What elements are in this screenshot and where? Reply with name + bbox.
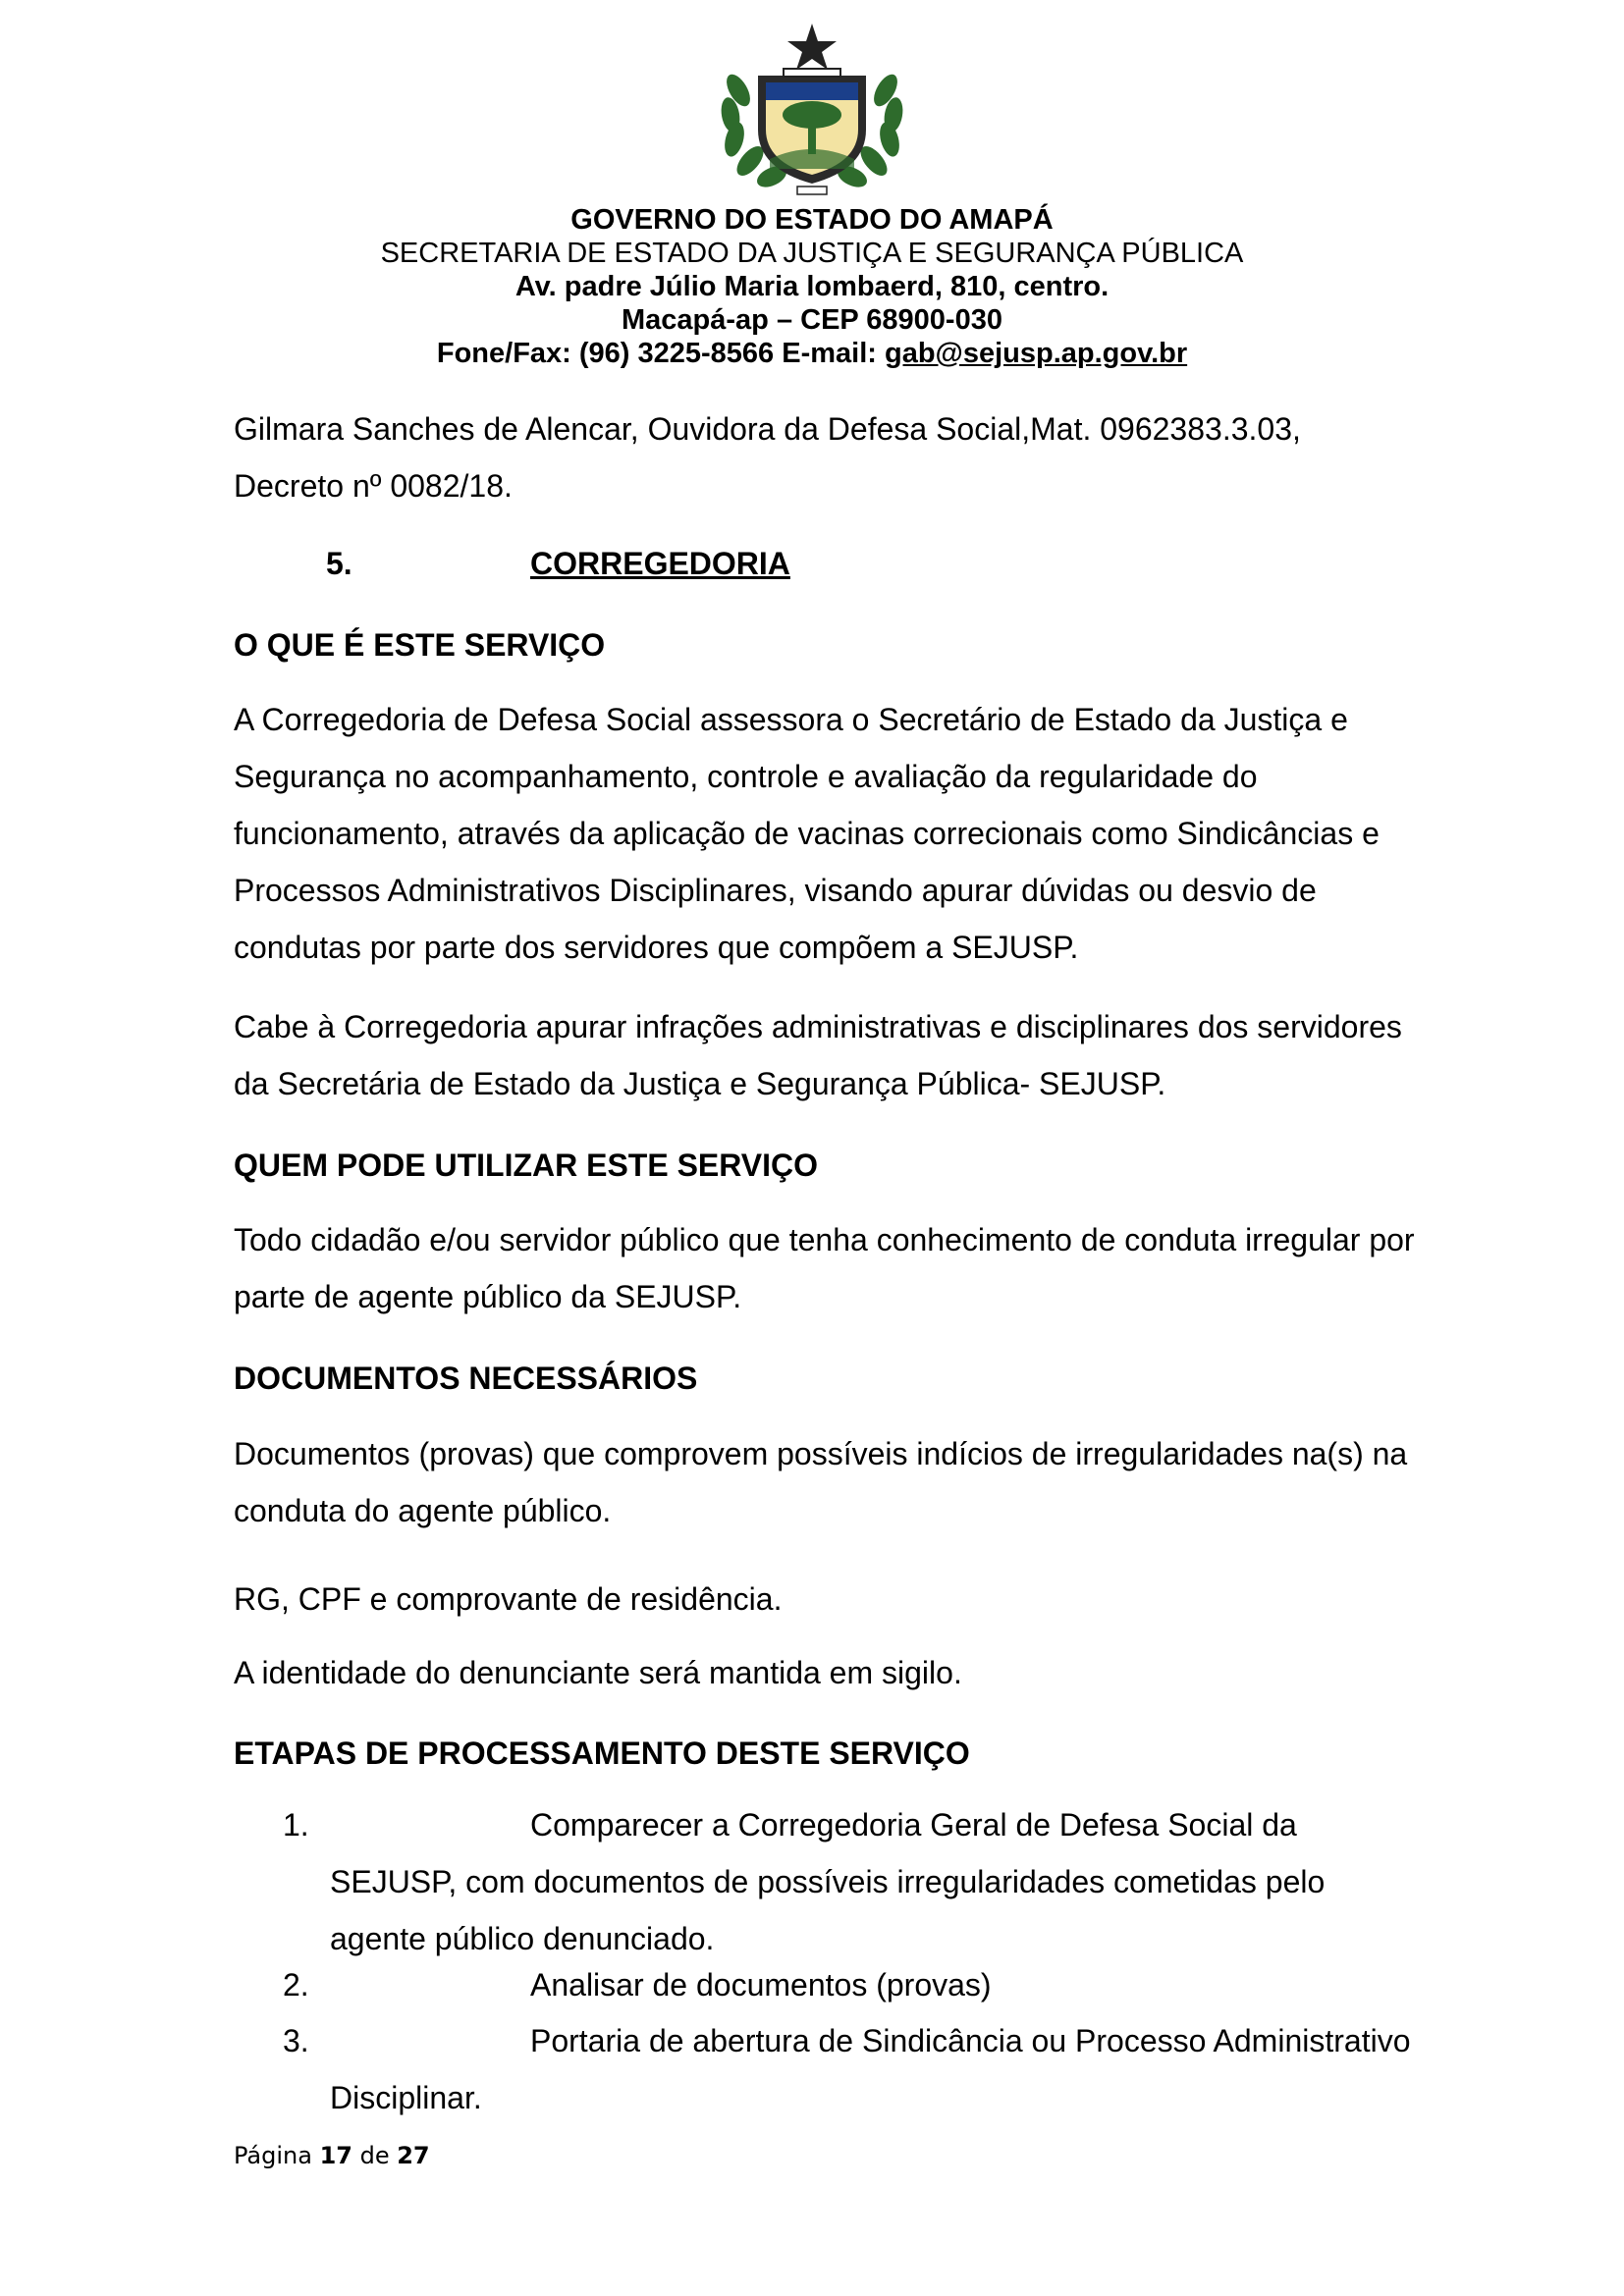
- step-text: Analisar de documentos (provas): [530, 1967, 992, 2002]
- step-number: 1.: [283, 1807, 309, 1842]
- intro-line: Gilmara Sanches de Alencar, Ouvidora da Defesa Social,Mat. 0962383.3.03,: [234, 411, 1301, 447]
- step-number: 2.: [283, 1967, 309, 2002]
- footer-page-number: 17: [319, 2142, 352, 2169]
- what-paragraph-2: [234, 998, 1490, 1112]
- step-continuation: [330, 2069, 1489, 2126]
- intro-paragraph: [234, 400, 1490, 514]
- paragraph-line: Processos Administrativos Disciplinares, visando apurar dúvidas ou desvio de: [234, 873, 1317, 908]
- header-government: GOVERNO DO ESTADO DO AMAPÁ: [570, 204, 1054, 236]
- paragraph-line: Documentos (provas) que comprovem possíveis indícios de irregularidades na(s) na: [234, 1436, 1408, 1471]
- intro-line: Decreto nº 0082/18.: [234, 468, 513, 504]
- paragraph-line: conduta do agente público.: [234, 1493, 612, 1528]
- heading-required-documents: DOCUMENTOS NECESSÁRIOS: [234, 1361, 698, 1396]
- paragraph-line: funcionamento, através da aplicação de vacinas correcionais como Sindicâncias e: [234, 816, 1380, 851]
- header-email-link[interactable]: gab@sejusp.ap.gov.br: [885, 338, 1188, 369]
- who-paragraph: [234, 1211, 1490, 1325]
- heading-who-can-use: QUEM PODE UTILIZAR ESTE SERVIÇO: [234, 1148, 819, 1183]
- paragraph-line: Segurança no acompanhamento, controle e avaliação da regularidade do: [234, 759, 1258, 794]
- docs-paragraph-3: A identidade do denunciante será mantida em sigilo.: [234, 1655, 962, 1690]
- section-title: CORREGEDORIA: [530, 546, 790, 581]
- docs-paragraph-2: RG, CPF e comprovante de residência.: [234, 1581, 783, 1617]
- header-address: Av. padre Júlio Maria lombaerd, 810, centro.: [514, 271, 1110, 302]
- step-continuation: [330, 1853, 1489, 1967]
- step-text: Portaria de abertura de Sindicância ou Processo Administrativo: [530, 2023, 1411, 2058]
- heading-what-is-service: O QUE É ESTE SERVIÇO: [234, 627, 606, 663]
- header-phone: Fone/Fax: (96) 3225-8566 E-mail:: [436, 338, 885, 369]
- header-contact: [0, 337, 1624, 370]
- step-text: Comparecer a Corregedoria Geral de Defesa Social da: [530, 1807, 1297, 1842]
- paragraph-line: A Corregedoria de Defesa Social assessora o Secretário de Estado da Justiça e: [234, 702, 1348, 737]
- paragraph-line: Todo cidadão e/ou servidor público que tenha conhecimento de conduta irregular por: [234, 1222, 1415, 1257]
- header-city-cep: Macapá-ap – CEP 68900-030: [622, 304, 1002, 336]
- footer-label-pre: Página: [234, 2142, 320, 2169]
- step-line: agente público denunciado.: [330, 1921, 715, 1956]
- step-line: Disciplinar.: [330, 2080, 482, 2115]
- paragraph-line: parte de agente público da SEJUSP.: [234, 1279, 742, 1314]
- paragraph-line: condutas por parte dos servidores que compõem a SEJUSP.: [234, 930, 1079, 965]
- step-number: 3.: [283, 2023, 309, 2058]
- paragraph-line: Cabe à Corregedoria apurar infrações administrativas e disciplinares dos servidores: [234, 1009, 1402, 1044]
- page-footer: [234, 2142, 430, 2169]
- state-coat-of-arms-logo: [699, 22, 925, 198]
- what-paragraph-1: [234, 691, 1490, 976]
- heading-processing-steps: ETAPAS DE PROCESSAMENTO DESTE SERVIÇO: [234, 1735, 970, 1771]
- section-number: 5.: [326, 546, 352, 581]
- paragraph-line: da Secretária de Estado da Justiça e Segurança Pública- SEJUSP.: [234, 1066, 1166, 1101]
- header-secretariat: SECRETARIA DE ESTADO DA JUSTIÇA E SEGURANÇA PÚBLICA: [380, 238, 1244, 269]
- footer-label-mid: de: [352, 2142, 398, 2169]
- footer-total-pages: 27: [397, 2142, 430, 2169]
- docs-paragraph-1: [234, 1425, 1490, 1539]
- step-line: SEJUSP, com documentos de possíveis irregularidades cometidas pelo: [330, 1864, 1326, 1899]
